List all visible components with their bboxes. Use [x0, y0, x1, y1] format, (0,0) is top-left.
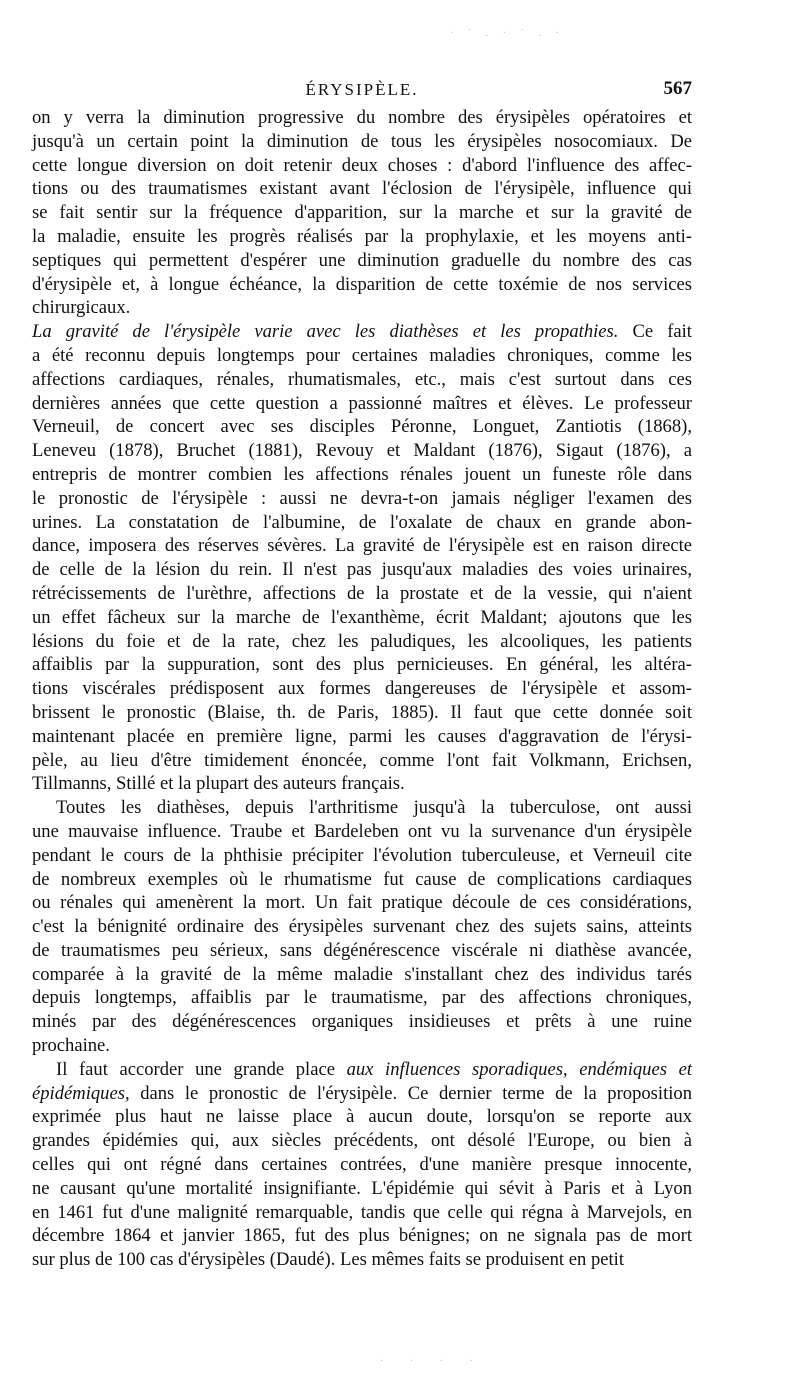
text-run: affections cardiaques, rénales, rhumatismales, etc., mais c'est surtout dans ces	[32, 368, 692, 390]
text-line	[32, 1058, 692, 1082]
text-run: la maladie, ensuite les progrès réalisés par la prophylaxie, et les moyens anti-	[32, 225, 692, 247]
text-run: ou rénales qui amenèrent la mort. Un fait pratique découle de ces considérations,	[32, 892, 692, 914]
text-line	[32, 653, 692, 677]
text-line	[32, 177, 692, 201]
text-line	[32, 296, 692, 320]
text-run: c'est la bénignité ordinaire des érysipèles survenant chez des sujets sains, atteints	[32, 916, 692, 938]
text-line	[32, 273, 692, 297]
text-run: sur plus de 100 cas d'érysipèles (Daudé). Les mêmes faits se produisent en petit	[32, 1249, 624, 1271]
text-line	[32, 249, 692, 273]
text-line	[32, 772, 692, 796]
italic-run: aux influences sporadiques, endémiques et	[346, 1058, 692, 1080]
text-run: tions ou des traumatismes existant avant l'éclosion de l'érysipèle, influence qui	[32, 178, 692, 200]
italic-run: épidémiques,	[32, 1082, 130, 1104]
text-run: le pronostic de l'érysipèle : aussi ne devra-t-on jamais négliger l'examen des	[32, 487, 692, 509]
text-line	[32, 963, 692, 987]
text-run: prochaine.	[32, 1035, 110, 1057]
text-run: Verneuil, de concert avec ses disciples Péronne, Longuet, Zantiotis (1868),	[32, 416, 692, 438]
text-line	[32, 1105, 692, 1129]
text-line	[32, 225, 692, 249]
text-run: grandes épidémies qui, aux siècles précédents, ont désolé l'Europe, ou bien à	[32, 1130, 692, 1152]
text-line	[32, 558, 692, 582]
text-run: Ce fait	[632, 321, 692, 343]
text-run: de traumatismes peu sérieux, sans dégénérescence viscérale ni diathèse avancée,	[32, 939, 692, 961]
text-run: une mauvaise influence. Traube et Bardeleben ont vu la survenance d'un érysipèle	[32, 820, 692, 842]
text-run: Toutes les diathèses, depuis l'arthritisme jusqu'à la tuberculose, ont aussi	[56, 797, 692, 819]
text-line	[32, 939, 692, 963]
text-run: minés par des dégénérescences organiques insidieuses et prêts à une ruine	[32, 1011, 692, 1033]
text-line	[32, 463, 692, 487]
text-run: jusqu'à un certain point la diminution de tous les érysipèles nosocomiaux. De	[32, 130, 692, 152]
text-line	[32, 1224, 692, 1248]
document-page	[32, 76, 692, 1272]
text-run: ne causant qu'une mortalité insignifiante. L'épidémie qui sévit à Paris et à Lyon	[32, 1177, 692, 1199]
text-line	[32, 986, 692, 1010]
text-line	[32, 344, 692, 368]
text-line	[32, 154, 692, 178]
running-header	[32, 76, 692, 106]
paragraph	[32, 796, 692, 1058]
text-line	[32, 630, 692, 654]
text-line	[32, 891, 692, 915]
text-line	[32, 201, 692, 225]
text-run: rétrécissements de l'urèthre, affections de la prostate et de la vessie, qui n'aient	[32, 582, 692, 604]
text-line	[32, 1177, 692, 1201]
text-line	[32, 1034, 692, 1058]
text-line	[32, 677, 692, 701]
text-line	[32, 1129, 692, 1153]
text-run: tions viscérales prédisposent aux formes dangereuses de l'érysipèle et assom-	[32, 678, 692, 700]
text-line	[32, 487, 692, 511]
text-line	[32, 130, 692, 154]
text-run: affaiblis par la suppuration, sont des plus pernicieuses. En général, les altéra-	[32, 654, 692, 676]
text-run: a été reconnu depuis longtemps pour certaines maladies chroniques, comme les	[32, 344, 692, 366]
text-run: cette longue diversion on doit retenir deux choses : d'abord l'influence des affec-	[32, 154, 692, 176]
text-run: depuis longtemps, affaiblis par le traumatisme, par des affections chroniques,	[32, 987, 692, 1009]
text-run: comparée à la gravité de la même maladie s'installant chez des individus tarés	[32, 963, 692, 985]
paragraph	[32, 320, 692, 796]
text-run: lésions du foie et de la rate, chez les paludiques, les alcooliques, les patients	[32, 630, 692, 652]
text-run: d'érysipèle et, à longue échéance, la disparition de cette toxémie de nos services	[32, 273, 692, 295]
text-line	[32, 1248, 692, 1272]
text-run: Leneveu (1878), Bruchet (1881), Revouy et Maldant (1876), Sigaut (1876), a	[32, 440, 692, 462]
text-line	[32, 749, 692, 773]
text-run: pendant le cours de la phthisie précipiter l'évolution tuberculeuse, et Verneuil cite	[32, 844, 692, 866]
italic-run: La gravité de l'érysipèle varie avec les diathèses et les propathies.	[32, 321, 633, 343]
text-line	[32, 392, 692, 416]
text-run: se fait sentir sur la fréquence d'apparition, sur la marche et sur la gravité de	[32, 202, 692, 224]
text-line	[32, 844, 692, 868]
text-run: dans le pronostic de l'érysipèle. Ce dernier terme de la proposition	[129, 1082, 692, 1104]
text-line	[32, 320, 692, 344]
text-run: dance, imposera des réserves sévères. La gravité de l'érysipèle est en raison directe	[32, 535, 692, 557]
text-line	[32, 701, 692, 725]
text-run: chirurgicaux.	[32, 297, 131, 319]
text-run: Il faut accorder une grande place	[56, 1058, 347, 1080]
text-line	[32, 415, 692, 439]
paragraph	[32, 106, 692, 320]
text-run: maintenant placée en première ligne, parmi les causes d'aggravation de l'érysi-	[32, 725, 692, 747]
page-number: 567	[663, 78, 692, 99]
text-line	[32, 1082, 692, 1106]
text-line	[32, 368, 692, 392]
text-run: décembre 1864 et janvier 1865, fut des plus bénignes; on ne signala pas de mort	[32, 1225, 692, 1247]
text-run: Tillmanns, Stillé et la plupart des auteurs français.	[32, 773, 405, 795]
text-run: exprimée plus haut ne laisse place à aucun doute, lorsqu'on se reporte aux	[32, 1106, 692, 1128]
text-line	[32, 582, 692, 606]
scan-specks-bottom: · · · ·	[380, 1356, 485, 1367]
scan-specks: · ˙ . · ˙ . ·	[450, 28, 565, 39]
text-run: un effet fâcheux sur la marche de l'exanthème, écrit Maldant; ajoutons que les	[32, 606, 692, 628]
text-line	[32, 820, 692, 844]
text-run: de celle de la lésion du rein. Il n'est pas jusqu'aux maladies des voies urinaires,	[32, 559, 692, 581]
text-line	[32, 868, 692, 892]
body-text	[32, 106, 692, 1272]
text-run: brissent le pronostic (Blaise, th. de Paris, 1885). Il faut que cette donnée soit	[32, 701, 692, 723]
text-run: septiques qui permettent d'espérer une diminution graduelle du nombre des cas	[32, 249, 692, 271]
paragraph	[32, 1058, 692, 1272]
text-line	[32, 915, 692, 939]
text-line	[32, 796, 692, 820]
text-run: urines. La constatation de l'albumine, de l'oxalate de chaux en grande abon-	[32, 511, 692, 533]
text-line	[32, 534, 692, 558]
text-run: celles qui ont régné dans certaines contrées, d'une manière presque innocente,	[32, 1154, 692, 1176]
text-line	[32, 725, 692, 749]
text-line	[32, 606, 692, 630]
text-line	[32, 1201, 692, 1225]
text-run: entrepris de montrer combien les affections rénales jouent un funeste rôle dans	[32, 463, 692, 485]
running-title: ÉRYSIPÈLE.	[305, 80, 419, 99]
text-line	[32, 106, 692, 130]
text-run: de nombreux exemples où le rhumatisme fut cause de complications cardiaques	[32, 868, 692, 890]
text-run: on y verra la diminution progressive du nombre des érysipèles opératoires et	[32, 107, 692, 128]
text-run: en 1461 fut d'une malignité remarquable, tandis que celle qui régna à Marvejols, en	[32, 1201, 692, 1223]
text-run: dernières années que cette question a passionné maîtres et élèves. Le professeur	[32, 392, 692, 414]
text-line	[32, 511, 692, 535]
text-line	[32, 1010, 692, 1034]
text-run: pèle, au lieu d'être timidement énoncée, comme l'ont fait Volkmann, Erichsen,	[32, 749, 692, 771]
text-line	[32, 1153, 692, 1177]
text-line	[32, 439, 692, 463]
